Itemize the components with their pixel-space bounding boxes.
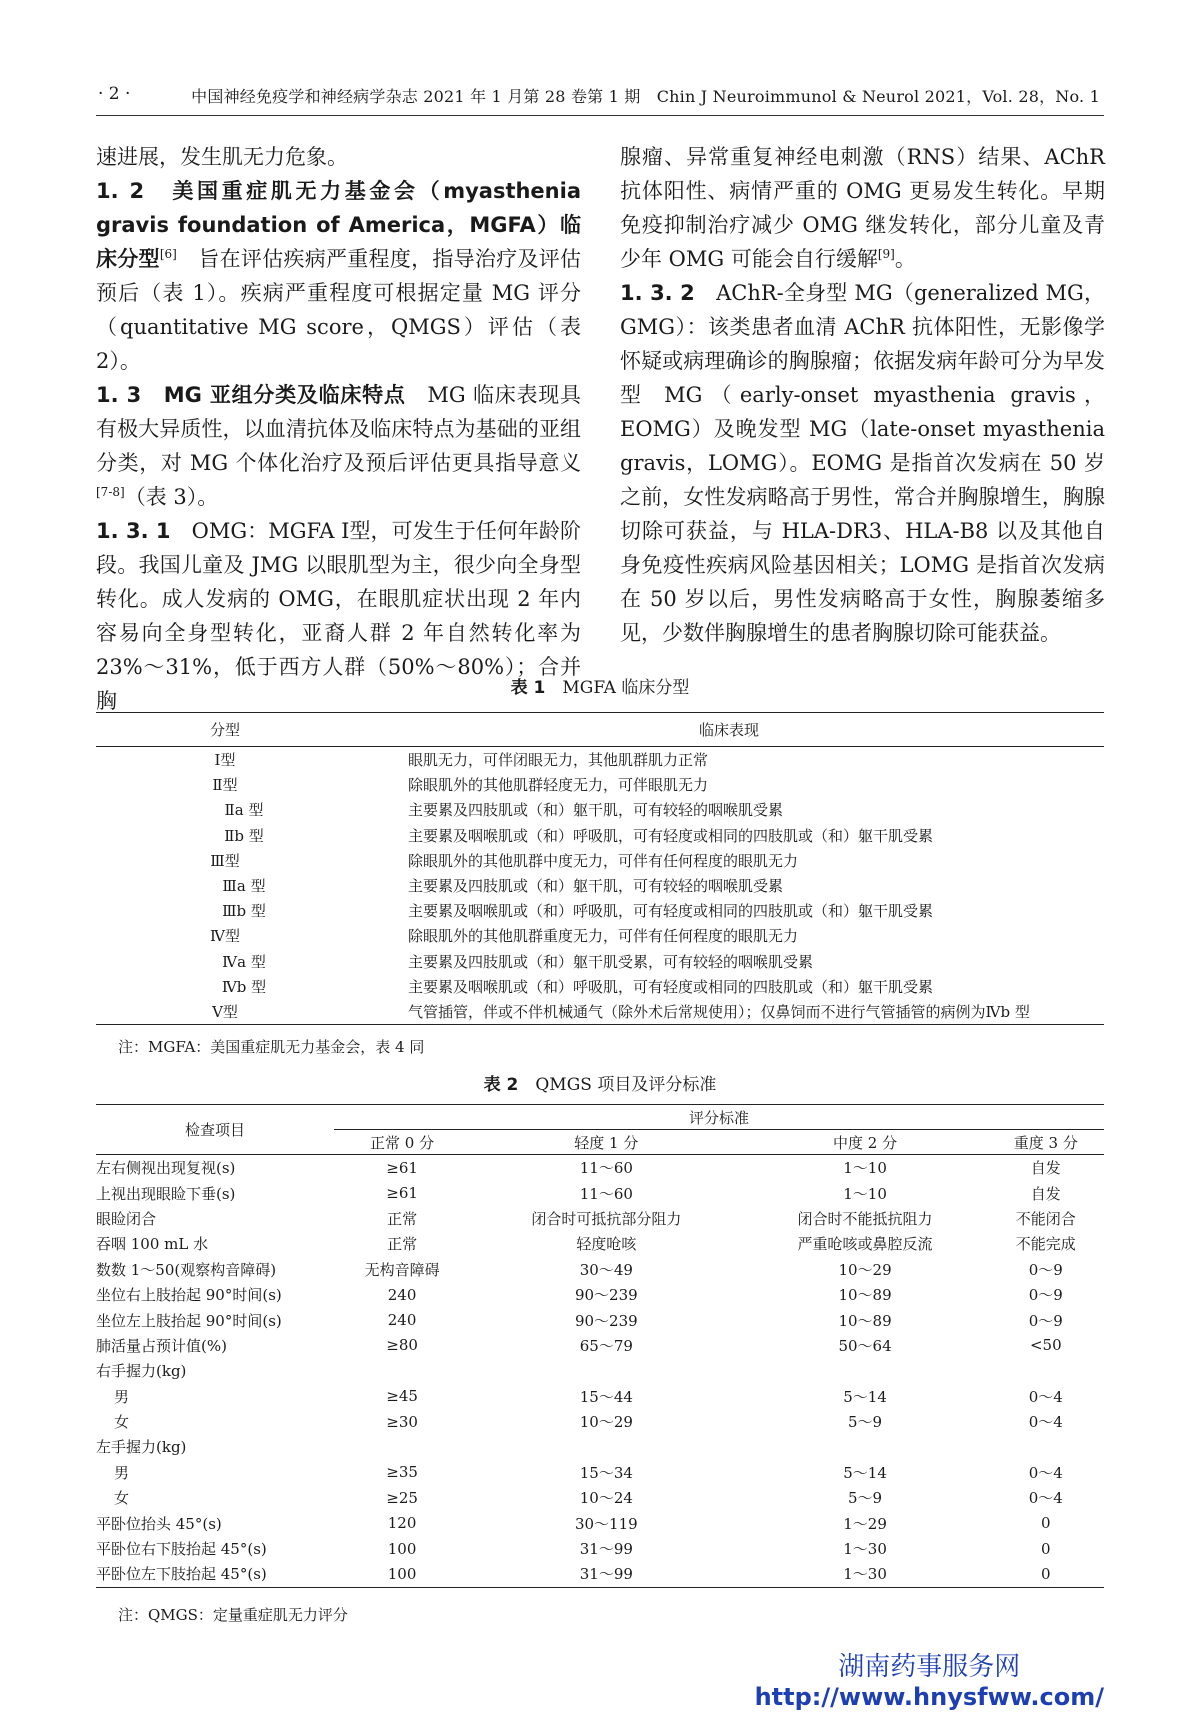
table-cell: 31～99 xyxy=(579,1565,633,1584)
table-cell: 严重呛咳或鼻腔反流 xyxy=(797,1235,933,1254)
table-cell: 0～4 xyxy=(1028,1387,1063,1406)
table-cell: 240 xyxy=(387,1285,417,1304)
paragraph-text: （表 3）。 xyxy=(124,485,219,509)
table-cell xyxy=(988,1358,1104,1383)
paragraph-text: 。 xyxy=(894,247,916,271)
table-cell: 除眼肌外的其他肌群中度无力，可伴有任何程度的眼肌无力 xyxy=(408,851,799,870)
table-row xyxy=(96,974,1104,999)
table-cell: 11～60 xyxy=(579,1159,633,1178)
table-cell: 轻度呛咳 xyxy=(576,1235,637,1254)
table-cell: 100 xyxy=(387,1564,417,1583)
table-cell: 坐位右上肢抬起 90°时间(s) xyxy=(96,1286,282,1305)
section-heading: 1. 3. 2 xyxy=(620,281,695,305)
table-cell: 0 xyxy=(1041,1514,1051,1533)
watermark-url: http://www.hnysfww.com/ xyxy=(754,1683,1104,1711)
table-cell: 左右侧视出现复视(s) xyxy=(96,1159,236,1178)
table-header: 正常 0 分 xyxy=(334,1130,470,1155)
table-cell: 0 xyxy=(1041,1564,1051,1583)
table-row xyxy=(96,1206,1104,1231)
table-cell: 男 xyxy=(114,1387,130,1406)
table-cell: 10～29 xyxy=(579,1413,633,1432)
table-row xyxy=(96,1536,1104,1561)
table-cell: 无构音障碍 xyxy=(364,1260,440,1279)
table-cell: ≥80 xyxy=(386,1336,418,1355)
table-cell: 除眼肌外的其他肌群重度无力，可伴有任何程度的眼肌无力 xyxy=(408,927,799,946)
table-cell: 0～4 xyxy=(1028,1489,1063,1508)
table-cell: Ⅲa 型 xyxy=(222,877,266,896)
table-cell: 11～60 xyxy=(579,1184,633,1203)
table-cell: 除眼肌外的其他肌群轻度无力，可伴眼肌无力 xyxy=(408,776,709,795)
table-cell: 5～14 xyxy=(843,1463,887,1482)
table-cell: 0 xyxy=(1041,1539,1051,1558)
table-cell xyxy=(743,1358,988,1383)
table-row xyxy=(96,1180,1104,1205)
citation: [7-8] xyxy=(96,485,125,499)
table-row xyxy=(96,1485,1104,1510)
paragraph-text: 旨在评估疾病严重程度，指导治疗及评估预后（表 1）。疾病严重程度可根据定量 MG 评分（quantitative MG score，QMGS）评估（表 2）。 xyxy=(96,247,582,373)
table-row xyxy=(96,1257,1104,1282)
table-row xyxy=(96,1282,1104,1307)
table-cell xyxy=(743,1434,988,1459)
table-1 xyxy=(96,712,1104,1025)
table-title: MGFA 临床分型 xyxy=(562,678,690,698)
table-row xyxy=(96,999,1104,1025)
table-cell: 闭合时可抵抗部分阻力 xyxy=(531,1209,682,1228)
table-cell: 男 xyxy=(114,1463,130,1482)
table-row xyxy=(96,1358,1104,1383)
table-cell: 肺活量占预计值(%) xyxy=(96,1336,227,1355)
table-cell: 50～64 xyxy=(838,1336,892,1355)
table-1-caption xyxy=(96,673,1104,698)
table-label: 表 2 xyxy=(483,1075,519,1095)
section-heading: 1. 3. 1 xyxy=(96,519,171,543)
table-cell: 主要累及四肢肌或（和）躯干肌受累，可有较轻的咽喉肌受累 xyxy=(408,952,814,971)
table-row xyxy=(96,1384,1104,1409)
table-cell: 1～29 xyxy=(843,1514,887,1533)
table-row xyxy=(96,1409,1104,1434)
table-cell: 上视出现眼睑下垂(s) xyxy=(96,1184,236,1203)
table-cell: 眼肌无力，可伴闭眼无力，其他肌群肌力正常 xyxy=(408,751,709,770)
table-row xyxy=(96,1460,1104,1485)
citation: [6] xyxy=(159,247,177,261)
table-cell: ≥45 xyxy=(386,1387,418,1406)
paragraph: 速进展，发生肌无力危象。 xyxy=(96,145,348,169)
table-cell: Ⅳa 型 xyxy=(222,952,266,971)
paragraph-text: OMG：MGFA Ⅰ型，可发生于任何年龄阶段。我国儿童及 JMG 以眼肌型为主，很少向全身型转化。成人发病的 OMG，在眼肌症状出现 2 年内容易向全身型转化，亚裔人群 2 年自然转化率为 23%～31%，低于西方人群（50%～80%）；合并胸 xyxy=(96,519,581,713)
paragraph xyxy=(620,140,1105,276)
watermark-site-name: 湖南药事服务网 xyxy=(838,1652,1021,1682)
citation: [9] xyxy=(877,247,895,261)
table-row xyxy=(96,1307,1104,1332)
watermark xyxy=(755,1652,1104,1712)
table-cell: 左手握力(kg) xyxy=(96,1438,187,1457)
table-header: 重度 3 分 xyxy=(988,1130,1104,1155)
table-cell: 吞咽 100 mL 水 xyxy=(96,1235,209,1254)
table-cell: Ⅲ型 xyxy=(210,851,240,870)
table-cell: Ⅲb 型 xyxy=(222,902,266,921)
table-cell: ≥61 xyxy=(386,1184,418,1203)
table-header: 中度 2 分 xyxy=(743,1130,988,1155)
table-header: 轻度 1 分 xyxy=(470,1130,742,1155)
table-row xyxy=(96,1510,1104,1535)
section-1-2 xyxy=(96,174,581,378)
table-cell: 平卧位左下肢抬起 45°(s) xyxy=(96,1565,267,1584)
table-label: 表 1 xyxy=(510,678,546,698)
paragraph-text: MG 临床表现具有极大异质性，以血清抗体及临床特点为基础的亚组分类，对 MG 个体化治疗及预后评估更具指导意义 xyxy=(96,383,581,475)
table-header: 临床表现 xyxy=(354,713,1104,747)
table-cell: 不能完成 xyxy=(1015,1235,1076,1254)
table-cell: Ⅱb 型 xyxy=(224,826,264,845)
table-cell: 31～99 xyxy=(579,1540,633,1559)
section-1-3-2 xyxy=(620,276,1105,650)
table-row xyxy=(96,848,1104,873)
table-cell: 主要累及咽喉肌或（和）呼吸肌，可有轻度或相同的四肢肌或（和）躯干肌受累 xyxy=(408,977,934,996)
table-cell: 女 xyxy=(114,1413,130,1432)
table-1-note: 注：MGFA：美国重症肌无力基金会，表 4 同 xyxy=(118,1038,425,1056)
table-row xyxy=(96,1434,1104,1459)
table-cell: 10～89 xyxy=(838,1311,892,1330)
table-header: 分型 xyxy=(96,713,354,747)
table-cell: 眼睑闭合 xyxy=(96,1209,157,1228)
header-rule xyxy=(96,115,1104,116)
table-row xyxy=(96,923,1104,948)
table-row xyxy=(96,772,1104,797)
table-cell xyxy=(988,1434,1104,1459)
table-cell: 1～10 xyxy=(843,1184,887,1203)
table-cell: <50 xyxy=(1029,1336,1062,1355)
table-cell: 5～9 xyxy=(848,1413,883,1432)
table-cell: 0～9 xyxy=(1028,1260,1063,1279)
table-header-group: 评分标准 xyxy=(334,1105,1104,1130)
table-row xyxy=(96,1231,1104,1256)
table-row xyxy=(96,823,1104,848)
table-cell: 自发 xyxy=(1030,1159,1061,1178)
table-row xyxy=(96,1333,1104,1358)
table-cell: 主要累及四肢肌或（和）躯干肌，可有较轻的咽喉肌受累 xyxy=(408,877,784,896)
table-row xyxy=(96,747,1104,773)
table-cell: 15～44 xyxy=(579,1387,633,1406)
table-row xyxy=(96,873,1104,898)
table-cell: 主要累及四肢肌或（和）躯干肌，可有较轻的咽喉肌受累 xyxy=(408,801,784,820)
table-cell: 0～9 xyxy=(1028,1311,1063,1330)
table-cell: 120 xyxy=(387,1514,417,1533)
table-cell: Ⅰ型 xyxy=(214,751,236,770)
table-cell: 10～89 xyxy=(838,1286,892,1305)
paragraph-text: AChR-全身型 MG（generalized MG，GMG）：该类患者血清 AChR 抗体阳性，无影像学怀疑或病理确诊的胸腺瘤；依据发病年龄可分为早发型 MG（early-onset myasthenia gravis，EOMG）及晚发型 MG（late-onset myasthenia gravis，LOMG）。EOMG 是指首次发病在 50 岁之前，女性发病略高于男性，常合并胸腺增生，胸腺切除可获益，与 HLA-DR3、HLA-B8 以及其他自身免疫性疾病风险基因相关；LOMG 是指首次发病在 50 岁以后，男性发病略高于女性，胸腺萎缩多见，少数伴胸腺增生的患者胸腺切除可能获益。 xyxy=(620,281,1105,645)
table-title: QMGS 项目及评分标准 xyxy=(535,1075,717,1095)
table-cell: Ⅳb 型 xyxy=(221,977,267,996)
table-cell: 240 xyxy=(387,1311,417,1330)
left-column xyxy=(96,140,581,718)
table-cell: 平卧位右下肢抬起 45°(s) xyxy=(96,1540,267,1559)
section-1-3 xyxy=(96,378,581,514)
table-cell: Ⅱ型 xyxy=(212,776,238,795)
table-cell: ≥25 xyxy=(386,1488,418,1507)
table-cell xyxy=(470,1434,742,1459)
table-cell: 不能闭合 xyxy=(1015,1209,1076,1228)
table-cell: 1～10 xyxy=(843,1159,887,1178)
table-cell: 1～30 xyxy=(843,1565,887,1584)
table-row xyxy=(96,949,1104,974)
table-cell: 坐位左上肢抬起 90°时间(s) xyxy=(96,1311,282,1330)
table-cell: 主要累及咽喉肌或（和）呼吸肌，可有轻度或相同的四肢肌或（和）躯干肌受累 xyxy=(408,826,934,845)
table-cell: 自发 xyxy=(1030,1184,1061,1203)
table-cell: 女 xyxy=(114,1489,130,1508)
table-cell xyxy=(334,1358,470,1383)
table-cell: 正常 xyxy=(387,1209,418,1228)
section-heading: 1. 3 MG 亚组分类及临床特点 xyxy=(96,383,406,407)
table-cell xyxy=(470,1358,742,1383)
table-cell: Ⅳ型 xyxy=(210,927,240,946)
table-row xyxy=(96,1155,1104,1181)
right-column xyxy=(620,140,1105,650)
table-cell: 闭合时不能抵抗阻力 xyxy=(797,1209,933,1228)
table-row xyxy=(96,898,1104,923)
table-row xyxy=(96,1561,1104,1587)
table-cell xyxy=(334,1434,470,1459)
table-cell: ≥61 xyxy=(386,1158,418,1177)
table-cell: 5～14 xyxy=(843,1387,887,1406)
table-cell: 90～239 xyxy=(574,1286,638,1305)
table-2-caption xyxy=(96,1070,1104,1095)
table-cell: 0～4 xyxy=(1028,1463,1063,1482)
running-header: 中国神经免疫学和神经病学杂志 2021 年 1 月第 28 卷第 1 期 Chin J Neuroimmunol & Neurol 2021，Vol. 28，No. 1 xyxy=(191,87,1100,106)
table-2-note: 注：QMGS：定量重症肌无力评分 xyxy=(118,1606,348,1624)
table-cell: ≥35 xyxy=(386,1463,418,1482)
table-header: 检查项目 xyxy=(96,1105,334,1155)
table-cell: 5～9 xyxy=(848,1489,883,1508)
table-cell: 30～119 xyxy=(574,1514,638,1533)
table-cell: 15～34 xyxy=(579,1463,633,1482)
table-cell: 右手握力(kg) xyxy=(96,1362,187,1381)
table-cell: Ⅱa 型 xyxy=(224,801,264,820)
table-cell: 30～49 xyxy=(579,1260,633,1279)
table-cell: 10～29 xyxy=(838,1260,892,1279)
table-2 xyxy=(96,1104,1104,1588)
paragraph-text: 腺瘤、异常重复神经电刺激（RNS）结果、AChR 抗体阳性、病情严重的 OMG 更易发生转化。早期免疫抑制治疗减少 OMG 继发转化，部分儿童及青少年 OMG 可能会自行缓解 xyxy=(620,145,1105,271)
table-cell: 0～4 xyxy=(1028,1413,1063,1432)
table-row xyxy=(96,797,1104,822)
table-cell: 10～24 xyxy=(579,1489,633,1508)
table-cell: 100 xyxy=(387,1539,417,1558)
table-cell: 1～30 xyxy=(843,1540,887,1559)
page-number: · 2 · xyxy=(98,84,131,104)
section-heading: 1. 2 美国重症肌无力基金会（myasthenia gravis foundation of America，MGFA）临床分型 xyxy=(96,179,581,271)
table-cell: 平卧位抬头 45°(s) xyxy=(96,1514,222,1533)
table-cell: 气管插管，伴或不伴机械通气（除外术后常规使用）；仅鼻饲而不进行气管插管的病例为Ⅳb 型 xyxy=(408,1002,1030,1021)
table-cell: 正常 xyxy=(387,1235,418,1254)
table-cell: 主要累及咽喉肌或（和）呼吸肌，可有轻度或相同的四肢肌或（和）躯干肌受累 xyxy=(408,902,934,921)
table-cell: 数数 1～50(观察构音障碍) xyxy=(96,1260,277,1279)
table-cell: 90～239 xyxy=(574,1311,638,1330)
table-cell: 0～9 xyxy=(1028,1286,1063,1305)
table-cell: ≥30 xyxy=(386,1412,418,1431)
table-cell: 65～79 xyxy=(579,1336,633,1355)
table-cell: Ⅴ型 xyxy=(212,1002,238,1021)
